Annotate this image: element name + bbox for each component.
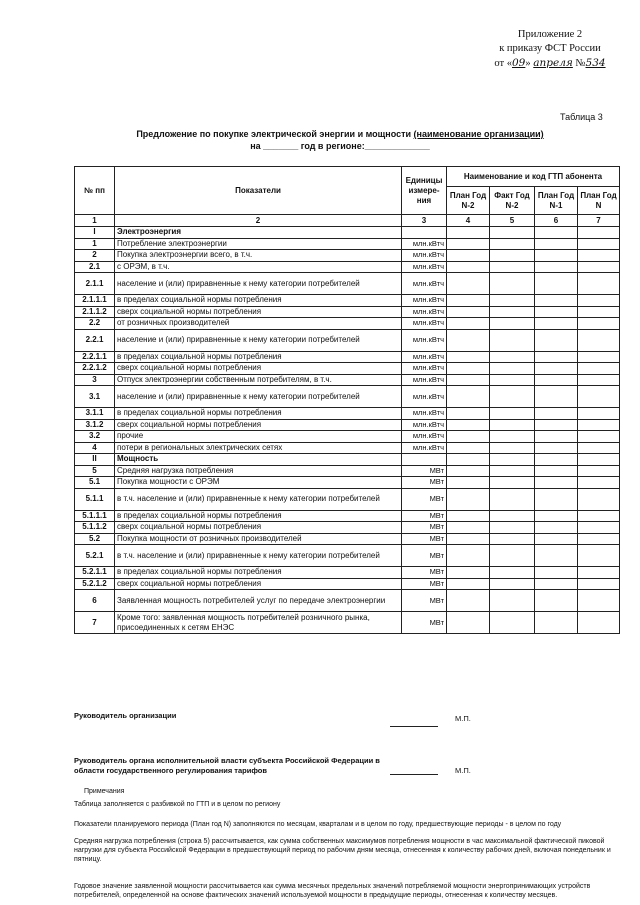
value-cell-col7[interactable] bbox=[578, 465, 620, 477]
colnum-6: 6 bbox=[535, 215, 578, 227]
row-unit bbox=[402, 227, 447, 239]
row-num: 1 bbox=[75, 238, 115, 250]
row-name: Покупка мощности от розничных производителей bbox=[115, 533, 402, 545]
row-name: Электроэнергия bbox=[115, 227, 402, 239]
row-name: сверх социальной нормы потребления bbox=[115, 578, 402, 590]
table-row bbox=[75, 261, 620, 273]
note-2: Показатели планируемого периода (План год N) заполняются по месяцам, кварталам и в целом по году, предшествующие периоды - в целом по году bbox=[74, 821, 562, 828]
row-num: 3.1 bbox=[75, 386, 115, 408]
value-cell-col6[interactable] bbox=[535, 273, 578, 295]
appendix-block bbox=[470, 28, 630, 71]
row-num: 5.2.1.1 bbox=[75, 567, 115, 579]
row-num: I bbox=[75, 227, 115, 239]
value-cell-col7[interactable] bbox=[578, 306, 620, 318]
value-cell-col4[interactable] bbox=[447, 431, 490, 443]
row-name: Потребление электроэнергии bbox=[115, 238, 402, 250]
table-row bbox=[75, 545, 620, 567]
row-unit: млн.кВтч bbox=[402, 329, 447, 351]
value-cell-col4[interactable] bbox=[447, 351, 490, 363]
table-row bbox=[75, 250, 620, 262]
row-name: в пределах социальной нормы потребления bbox=[115, 567, 402, 579]
table-body bbox=[75, 227, 620, 634]
note-4: Годовое значение заявленной мощности рассчитывается как сумма месячных предельных значений потребляемой мощности энергопринимающих устройств потребителей, определенной на основе фактических значений используемой мощности в предыдущие периоды, отнесенная к количеству месяцев. bbox=[74, 883, 591, 899]
table-row bbox=[75, 510, 620, 522]
header-col4: План Год N-2 bbox=[447, 187, 490, 215]
value-cell-col5[interactable] bbox=[490, 533, 535, 545]
table-row bbox=[75, 386, 620, 408]
row-name: Мощность bbox=[115, 454, 402, 466]
value-cell-col5[interactable] bbox=[490, 567, 535, 579]
table-row bbox=[75, 238, 620, 250]
row-num: 2.1.1.1 bbox=[75, 295, 115, 307]
header-gtp: Наименование и код ГТП абонента bbox=[447, 167, 620, 187]
row-unit: МВт bbox=[402, 578, 447, 590]
value-cell-col6[interactable] bbox=[535, 477, 578, 489]
header-units: Единицы измере- ния bbox=[402, 167, 447, 215]
colnum-3: 3 bbox=[402, 215, 447, 227]
value-cell-col7[interactable] bbox=[578, 510, 620, 522]
value-cell-col4[interactable] bbox=[447, 419, 490, 431]
head-reg-label: Руководитель органа исполнительной власти субъекта Российской Федерации в области государственного регулирования тарифов bbox=[74, 756, 380, 775]
value-cell-col7[interactable] bbox=[578, 578, 620, 590]
value-cell-col5[interactable] bbox=[490, 477, 535, 489]
value-cell-col6[interactable] bbox=[535, 386, 578, 408]
value-cell-col7[interactable] bbox=[578, 419, 620, 431]
table-row bbox=[75, 273, 620, 295]
table-row bbox=[75, 374, 620, 386]
row-num: 3.1.2 bbox=[75, 419, 115, 431]
number-label: № bbox=[575, 58, 586, 69]
stamp-label-2: М.П. bbox=[455, 766, 471, 775]
appendix-line2: к приказу ФСТ России bbox=[499, 43, 601, 54]
value-cell-col7[interactable] bbox=[578, 488, 620, 510]
value-cell-col4[interactable] bbox=[447, 510, 490, 522]
row-num: 5.2.1 bbox=[75, 545, 115, 567]
row-name: от розничных производителей bbox=[115, 318, 402, 330]
row-unit: млн.кВтч bbox=[402, 363, 447, 375]
note-1: Таблица заполняется с разбивкой по ГТП и в целом по региону bbox=[74, 801, 281, 808]
value-cell-col5[interactable] bbox=[490, 578, 535, 590]
value-cell-col5[interactable] bbox=[490, 419, 535, 431]
table-row bbox=[75, 351, 620, 363]
header-num: № пп bbox=[75, 167, 115, 215]
value-cell-col6[interactable] bbox=[535, 454, 578, 466]
row-name: сверх социальной нормы потребления bbox=[115, 522, 402, 534]
value-cell-col7[interactable] bbox=[578, 567, 620, 579]
row-num: 2.1 bbox=[75, 261, 115, 273]
row-unit: млн.кВтч bbox=[402, 442, 447, 454]
row-unit: млн.кВтч bbox=[402, 250, 447, 262]
table-row bbox=[75, 465, 620, 477]
row-unit bbox=[402, 454, 447, 466]
table-row bbox=[75, 533, 620, 545]
value-cell-col5[interactable] bbox=[490, 295, 535, 307]
value-cell-col5[interactable] bbox=[490, 261, 535, 273]
value-cell-col5[interactable] bbox=[490, 442, 535, 454]
value-cell-col4[interactable] bbox=[447, 318, 490, 330]
colnum-5: 5 bbox=[490, 215, 535, 227]
value-cell-col4[interactable] bbox=[447, 567, 490, 579]
value-cell-col6[interactable] bbox=[535, 567, 578, 579]
table-row bbox=[75, 227, 620, 239]
value-cell-col6[interactable] bbox=[535, 261, 578, 273]
row-unit: МВт bbox=[402, 590, 447, 612]
row-unit: млн.кВтч bbox=[402, 386, 447, 408]
order-number: 534 bbox=[585, 57, 606, 69]
value-cell-col5[interactable] bbox=[490, 250, 535, 262]
value-cell-col5[interactable] bbox=[490, 510, 535, 522]
stamp-label-1: М.П. bbox=[455, 714, 471, 723]
colnum-7: 7 bbox=[578, 215, 620, 227]
row-name: сверх социальной нормы потребления bbox=[115, 306, 402, 318]
value-cell-col4[interactable] bbox=[447, 363, 490, 375]
colnum-4: 4 bbox=[447, 215, 490, 227]
value-cell-col4[interactable] bbox=[447, 454, 490, 466]
value-cell-col4[interactable] bbox=[447, 295, 490, 307]
date-prefix: от « bbox=[494, 58, 512, 69]
table-row bbox=[75, 306, 620, 318]
value-cell-col4[interactable] bbox=[447, 238, 490, 250]
value-cell-col6[interactable] bbox=[535, 227, 578, 239]
value-cell-col5[interactable] bbox=[490, 329, 535, 351]
value-cell-col5[interactable] bbox=[490, 590, 535, 612]
table-row bbox=[75, 612, 620, 634]
title-main: Предложение по покупке электрической энергии и мощности bbox=[136, 129, 412, 139]
value-cell-col4[interactable] bbox=[447, 442, 490, 454]
value-cell-col6[interactable] bbox=[535, 351, 578, 363]
value-cell-col6[interactable] bbox=[535, 442, 578, 454]
appendix-line1: Приложение 2 bbox=[517, 29, 583, 40]
row-unit: млн.кВтч bbox=[402, 431, 447, 443]
row-unit: млн.кВтч bbox=[402, 238, 447, 250]
row-name: население и (или) приравненные к нему категории потребителей bbox=[115, 386, 402, 408]
row-name: Средняя нагрузка потребления bbox=[115, 465, 402, 477]
header-col6: План Год N-1 bbox=[535, 187, 578, 215]
row-name: в т.ч. население и (или) приравненные к нему категории потребителей bbox=[115, 545, 402, 567]
table-row bbox=[75, 567, 620, 579]
row-name: сверх социальной нормы потребления bbox=[115, 363, 402, 375]
value-cell-col6[interactable] bbox=[535, 545, 578, 567]
row-num: 7 bbox=[75, 612, 115, 634]
row-unit: МВт bbox=[402, 533, 447, 545]
value-cell-col4[interactable] bbox=[447, 522, 490, 534]
row-unit: млн.кВтч bbox=[402, 273, 447, 295]
row-num: 5.1.1 bbox=[75, 488, 115, 510]
row-name: в т.ч. население и (или) приравненные к нему категории потребителей bbox=[115, 488, 402, 510]
value-cell-col4[interactable] bbox=[447, 273, 490, 295]
date-month: апреля bbox=[533, 57, 573, 69]
value-cell-col6[interactable] bbox=[535, 522, 578, 534]
header-indicators: Показатели bbox=[115, 167, 402, 215]
row-unit: млн.кВтч bbox=[402, 374, 447, 386]
value-cell-col6[interactable] bbox=[535, 465, 578, 477]
value-cell-col7[interactable] bbox=[578, 454, 620, 466]
value-cell-col6[interactable] bbox=[535, 590, 578, 612]
row-unit: млн.кВтч bbox=[402, 318, 447, 330]
value-cell-col5[interactable] bbox=[490, 318, 535, 330]
value-cell-col6[interactable] bbox=[535, 329, 578, 351]
table-row bbox=[75, 590, 620, 612]
value-cell-col5[interactable] bbox=[490, 465, 535, 477]
value-cell-col4[interactable] bbox=[447, 465, 490, 477]
table-number: Таблица 3 bbox=[560, 112, 603, 122]
value-cell-col4[interactable] bbox=[447, 533, 490, 545]
row-name: потери в региональных электрических сетях bbox=[115, 442, 402, 454]
value-cell-col7[interactable] bbox=[578, 329, 620, 351]
row-name: с ОРЭМ, в т.ч. bbox=[115, 261, 402, 273]
value-cell-col7[interactable] bbox=[578, 442, 620, 454]
value-cell-col5[interactable] bbox=[490, 522, 535, 534]
value-cell-col7[interactable] bbox=[578, 295, 620, 307]
notes-title: Примечания bbox=[84, 788, 125, 795]
row-num: 5.2.1.2 bbox=[75, 578, 115, 590]
row-unit: МВт bbox=[402, 612, 447, 634]
row-unit: МВт bbox=[402, 522, 447, 534]
row-unit: млн.кВтч bbox=[402, 295, 447, 307]
value-cell-col6[interactable] bbox=[535, 533, 578, 545]
value-cell-col6[interactable] bbox=[535, 238, 578, 250]
value-cell-col7[interactable] bbox=[578, 250, 620, 262]
value-cell-col4[interactable] bbox=[447, 374, 490, 386]
value-cell-col7[interactable] bbox=[578, 261, 620, 273]
value-cell-col7[interactable] bbox=[578, 612, 620, 634]
value-cell-col5[interactable] bbox=[490, 612, 535, 634]
value-cell-col7[interactable] bbox=[578, 545, 620, 567]
value-cell-col7[interactable] bbox=[578, 590, 620, 612]
value-cell-col6[interactable] bbox=[535, 431, 578, 443]
colnum-2: 2 bbox=[115, 215, 402, 227]
value-cell-col5[interactable] bbox=[490, 454, 535, 466]
value-cell-col5[interactable] bbox=[490, 351, 535, 363]
value-cell-col6[interactable] bbox=[535, 578, 578, 590]
row-num: 5.1.1.1 bbox=[75, 510, 115, 522]
row-num: 3.2 bbox=[75, 431, 115, 443]
row-unit: МВт bbox=[402, 567, 447, 579]
row-unit: млн.кВтч bbox=[402, 261, 447, 273]
row-unit: МВт bbox=[402, 465, 447, 477]
value-cell-col4[interactable] bbox=[447, 612, 490, 634]
value-cell-col5[interactable] bbox=[490, 488, 535, 510]
table-row bbox=[75, 442, 620, 454]
value-cell-col6[interactable] bbox=[535, 374, 578, 386]
value-cell-col4[interactable] bbox=[447, 545, 490, 567]
document-title bbox=[60, 128, 620, 152]
row-num: 2.2.1 bbox=[75, 329, 115, 351]
value-cell-col4[interactable] bbox=[447, 590, 490, 612]
row-num: 2.2.1.1 bbox=[75, 351, 115, 363]
value-cell-col6[interactable] bbox=[535, 488, 578, 510]
row-num: II bbox=[75, 454, 115, 466]
table-row bbox=[75, 408, 620, 420]
value-cell-col4[interactable] bbox=[447, 261, 490, 273]
value-cell-col5[interactable] bbox=[490, 306, 535, 318]
value-cell-col6[interactable] bbox=[535, 419, 578, 431]
value-cell-col5[interactable] bbox=[490, 386, 535, 408]
value-cell-col5[interactable] bbox=[490, 408, 535, 420]
value-cell-col6[interactable] bbox=[535, 612, 578, 634]
value-cell-col7[interactable] bbox=[578, 227, 620, 239]
table-row bbox=[75, 488, 620, 510]
row-num: 6 bbox=[75, 590, 115, 612]
value-cell-col5[interactable] bbox=[490, 273, 535, 295]
signature-line-2 bbox=[390, 774, 438, 775]
table-row bbox=[75, 318, 620, 330]
value-cell-col7[interactable] bbox=[578, 363, 620, 375]
value-cell-col4[interactable] bbox=[447, 408, 490, 420]
value-cell-col4[interactable] bbox=[447, 250, 490, 262]
row-num: 3 bbox=[75, 374, 115, 386]
row-num: 5.1.1.2 bbox=[75, 522, 115, 534]
value-cell-col7[interactable] bbox=[578, 522, 620, 534]
row-num: 5.2 bbox=[75, 533, 115, 545]
value-cell-col6[interactable] bbox=[535, 510, 578, 522]
table-row bbox=[75, 329, 620, 351]
value-cell-col6[interactable] bbox=[535, 295, 578, 307]
row-unit: млн.кВтч bbox=[402, 419, 447, 431]
row-name: население и (или) приравненные к нему категории потребителей bbox=[115, 273, 402, 295]
value-cell-col7[interactable] bbox=[578, 431, 620, 443]
value-cell-col6[interactable] bbox=[535, 250, 578, 262]
row-unit: млн.кВтч bbox=[402, 408, 447, 420]
note-3: Средняя нагрузка потребления (строка 5) рассчитывается, как сумма собственных максимумов потребления мощности в час максимальной фактической пиковой нагрузки для субъекта Российской Федерации в предшествующий период по рабочим дням месяца, отнесенная к количеству рабочих дней, включая понедельник и пятницу. bbox=[74, 838, 611, 863]
row-name: в пределах социальной нормы потребления bbox=[115, 295, 402, 307]
table-row bbox=[75, 431, 620, 443]
value-cell-col4[interactable] bbox=[447, 488, 490, 510]
date-sep: » bbox=[525, 58, 531, 69]
row-num: 5 bbox=[75, 465, 115, 477]
header-col7: План Год N bbox=[578, 187, 620, 215]
row-num: 2.2 bbox=[75, 318, 115, 330]
value-cell-col7[interactable] bbox=[578, 238, 620, 250]
value-cell-col7[interactable] bbox=[578, 477, 620, 489]
value-cell-col4[interactable] bbox=[447, 477, 490, 489]
row-num: 2.1.1.2 bbox=[75, 306, 115, 318]
colnum-1: 1 bbox=[75, 215, 115, 227]
value-cell-col5[interactable] bbox=[490, 431, 535, 443]
value-cell-col6[interactable] bbox=[535, 318, 578, 330]
row-num: 2.2.1.2 bbox=[75, 363, 115, 375]
value-cell-col6[interactable] bbox=[535, 306, 578, 318]
row-name: Заявленная мощность потребителей услуг по передаче электроэнергии bbox=[115, 590, 402, 612]
value-cell-col5[interactable] bbox=[490, 374, 535, 386]
row-num: 5.1 bbox=[75, 477, 115, 489]
row-unit: млн.кВтч bbox=[402, 306, 447, 318]
row-name: сверх социальной нормы потребления bbox=[115, 419, 402, 431]
value-cell-col5[interactable] bbox=[490, 227, 535, 239]
value-cell-col5[interactable] bbox=[490, 238, 535, 250]
signature-line-1 bbox=[390, 726, 438, 727]
value-cell-col7[interactable] bbox=[578, 386, 620, 408]
row-name: Кроме того: заявленная мощность потребителей розничного рынка, присоединенных к сетям ЕНЭС bbox=[115, 612, 402, 634]
row-unit: МВт bbox=[402, 545, 447, 567]
value-cell-col7[interactable] bbox=[578, 318, 620, 330]
row-name: в пределах социальной нормы потребления bbox=[115, 408, 402, 420]
value-cell-col7[interactable] bbox=[578, 351, 620, 363]
appendix-date bbox=[470, 56, 630, 71]
head-org-label: Руководитель организации bbox=[74, 711, 177, 720]
row-num: 3.1.1 bbox=[75, 408, 115, 420]
value-cell-col4[interactable] bbox=[447, 227, 490, 239]
table-row bbox=[75, 477, 620, 489]
row-unit: МВт bbox=[402, 477, 447, 489]
value-cell-col4[interactable] bbox=[447, 306, 490, 318]
row-unit: млн.кВтч bbox=[402, 351, 447, 363]
row-name: Покупка мощности с ОРЭМ bbox=[115, 477, 402, 489]
value-cell-col7[interactable] bbox=[578, 408, 620, 420]
indicators-table bbox=[74, 166, 620, 634]
title-line2: на _______ год в регионе:_____________ bbox=[250, 141, 430, 151]
header-col5: Факт Год N-2 bbox=[490, 187, 535, 215]
table-row bbox=[75, 522, 620, 534]
title-org: (наименование организации) bbox=[413, 129, 544, 139]
row-unit: МВт bbox=[402, 488, 447, 510]
row-unit: МВт bbox=[402, 510, 447, 522]
value-cell-col7[interactable] bbox=[578, 374, 620, 386]
row-name: прочие bbox=[115, 431, 402, 443]
value-cell-col4[interactable] bbox=[447, 329, 490, 351]
table-row bbox=[75, 419, 620, 431]
table-row bbox=[75, 578, 620, 590]
row-name: в пределах социальной нормы потребления bbox=[115, 510, 402, 522]
row-name: в пределах социальной нормы потребления bbox=[115, 351, 402, 363]
value-cell-col5[interactable] bbox=[490, 545, 535, 567]
row-num: 2 bbox=[75, 250, 115, 262]
value-cell-col6[interactable] bbox=[535, 363, 578, 375]
date-day: 09 bbox=[512, 57, 526, 69]
row-num: 2.1.1 bbox=[75, 273, 115, 295]
value-cell-col4[interactable] bbox=[447, 578, 490, 590]
value-cell-col4[interactable] bbox=[447, 386, 490, 408]
value-cell-col5[interactable] bbox=[490, 363, 535, 375]
row-name: население и (или) приравненные к нему категории потребителей bbox=[115, 329, 402, 351]
table-row bbox=[75, 295, 620, 307]
value-cell-col6[interactable] bbox=[535, 408, 578, 420]
table-row bbox=[75, 363, 620, 375]
row-num: 4 bbox=[75, 442, 115, 454]
row-name: Отпуск электроэнергии собственным потребителям, в т.ч. bbox=[115, 374, 402, 386]
table-row bbox=[75, 454, 620, 466]
row-name: Покупка электроэнергии всего, в т.ч. bbox=[115, 250, 402, 262]
value-cell-col7[interactable] bbox=[578, 273, 620, 295]
value-cell-col7[interactable] bbox=[578, 533, 620, 545]
